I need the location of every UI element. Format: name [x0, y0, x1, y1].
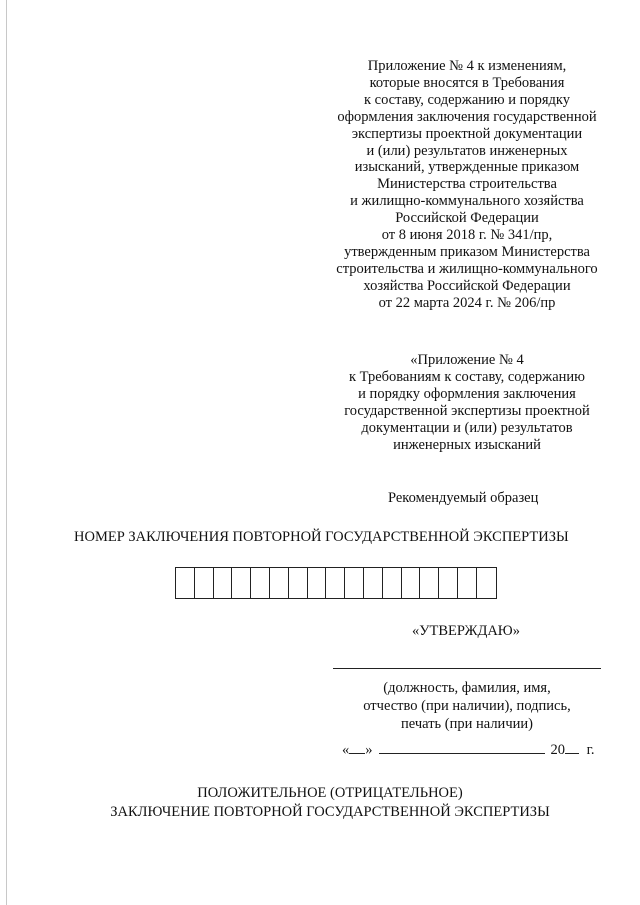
conclusion-number-title: НОМЕР ЗАКЛЮЧЕНИЯ ПОВТОРНОЙ ГОСУДАРСТВЕННОЙ ЭКСПЕРТИЗЫ	[74, 529, 569, 545]
appendix-sub-line: государственной экспертизы проектной	[344, 403, 590, 419]
appendix-header-line: и жилищно-коммунального хозяйства	[350, 193, 584, 210]
conclusion-title-line: ПОЛОЖИТЕЛЬНОЕ (ОТРИЦАТЕЛЬНОЕ)	[197, 785, 463, 801]
appendix-sub-line: инженерных изысканий	[393, 437, 541, 453]
appendix-sub-line: «Приложение № 4	[410, 352, 524, 368]
appendix-header-line: экспертизы проектной документации	[351, 125, 583, 142]
number-grid-cell	[458, 568, 477, 598]
signature-caption-line: печать (при наличии)	[401, 716, 533, 732]
conclusion-title	[100, 784, 560, 821]
number-grid-cell	[364, 568, 383, 598]
appendix-sub-line: и порядку оформления заключения	[358, 386, 576, 402]
date-year-prefix: 20	[550, 742, 565, 758]
number-grid-cell	[214, 568, 233, 598]
appendix-header-line: от 8 июня 2018 г. № 341/пр,	[381, 227, 553, 244]
date-open-quote: «	[342, 742, 350, 758]
number-grid-cell	[420, 568, 439, 598]
appendix-header-line: Приложение № 4 к изменениям,	[367, 58, 567, 74]
appendix-sub-header	[326, 352, 608, 454]
appendix-header-line: оформления заключения государственной	[337, 108, 597, 125]
page-edge-shadow	[6, 0, 7, 905]
number-grid-cell	[439, 568, 458, 598]
appendix-header-line: Министерства строительства	[377, 176, 557, 193]
appendix-header-line: изысканий, утвержденные приказом	[354, 159, 580, 176]
signature-caption-line: отчество (при наличии), подпись,	[363, 698, 571, 714]
date-day-blank	[349, 741, 365, 754]
appendix-header-line: утвержденным приказом Министерства	[344, 243, 590, 260]
date-month-blank	[379, 741, 545, 754]
number-grid-cell	[345, 568, 364, 598]
number-grid-cell	[251, 568, 270, 598]
appendix-header-line: хозяйства Российской Федерации	[363, 277, 571, 294]
number-grid-cell	[195, 568, 214, 598]
appendix-header-line: к составу, содержанию и порядку	[363, 91, 571, 108]
approval-date-row	[342, 741, 595, 759]
conclusion-title-line: ЗАКЛЮЧЕНИЕ ПОВТОРНОЙ ГОСУДАРСТВЕННОЙ ЭКСПЕРТИЗЫ	[110, 803, 550, 820]
date-year-suffix: г.	[586, 742, 595, 758]
signature-caption	[333, 679, 601, 733]
date-year-blank	[565, 741, 579, 754]
appendix-header-line: строительства и жилищно-коммунального	[336, 260, 598, 277]
signature-line	[333, 668, 601, 669]
number-grid-cell	[326, 568, 345, 598]
appendix-header	[326, 58, 608, 312]
appendix-header-line: и (или) результатов инженерных	[366, 142, 568, 159]
conclusion-number-grid	[175, 567, 497, 599]
appendix-header-line: которые вносятся в Требования	[369, 74, 565, 91]
date-close-quote: »	[365, 742, 373, 758]
approve-label: «УТВЕРЖДАЮ»	[412, 623, 520, 639]
number-grid-cell	[289, 568, 308, 598]
number-grid-cell	[477, 568, 496, 598]
appendix-header-line: Российской Федерации	[395, 210, 539, 227]
recommended-sample-label: Рекомендуемый образец	[388, 490, 539, 506]
appendix-sub-line: документации и (или) результатов	[361, 420, 573, 436]
number-grid-cell	[308, 568, 327, 598]
number-grid-cell	[383, 568, 402, 598]
signature-caption-line: (должность, фамилия, имя,	[383, 680, 551, 696]
number-grid-cell	[176, 568, 195, 598]
number-grid-cell	[270, 568, 289, 598]
appendix-sub-line: к Требованиям к составу, содержанию	[348, 369, 585, 385]
number-grid-cell	[402, 568, 421, 598]
number-grid-cell	[232, 568, 251, 598]
appendix-header-line: от 22 марта 2024 г. № 206/пр	[378, 294, 556, 311]
